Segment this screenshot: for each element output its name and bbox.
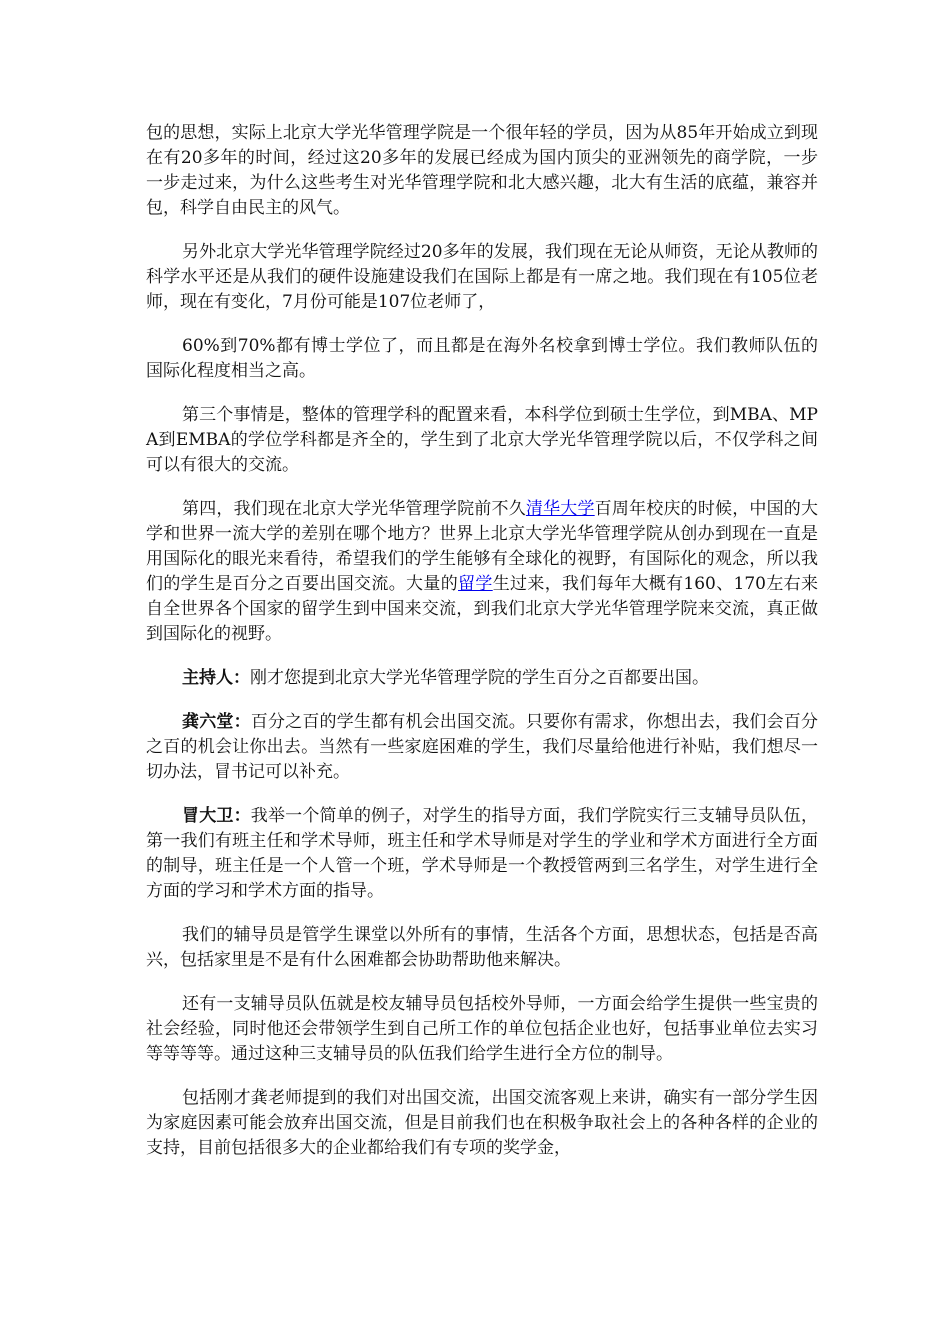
paragraph-text: 还有一支辅导员队伍就是校友辅导员包括校外导师，一方面会给学生提供一些宝贵的社会经验，同时他还会带领学生到自己所工作的单位包括企业也好，包括事业单位去实习等等等等。通过这种三支辅导员的队伍我们给学生进行全方位的制导。 [146,994,818,1064]
paragraph-text: 百周年校庆的时候，中国的大学和世界一流大学的差别在哪个地方？世界上北京大学光华管理学院从创办到现在一直是用国际化的眼光来看待，希望我们的学生能够有全球化的视野，有国际化的观念，所以我们的学生是百分之百要出国交流。大量的 [146,499,819,594]
paragraph [146,334,818,384]
paragraph-text: 60%到70%都有博士学位了，而且都是在海外名校拿到博士学位。我们教师队伍的国际化程度相当之高。 [146,336,818,381]
paragraph [146,992,818,1067]
paragraph [146,1086,818,1161]
paragraph [146,121,818,221]
inline-link[interactable]: 清华大学 [525,499,595,519]
paragraph-text: 我们的辅导员是管学生课堂以外所有的事情，生活各个方面，思想状态，包括是否高兴，包括家里是不是有什么困难都会协助帮助他来解决。 [146,925,818,970]
paragraph-text: 百分之百的学生都有机会出国交流。只要你有需求，你想出去，我们会百分之百的机会让你出去。当然有一些家庭困难的学生，我们尽量给他进行补贴，我们想尽一切办法，冒书记可以补充。 [146,712,819,782]
paragraph [146,666,818,691]
paragraph [146,923,818,973]
paragraph-text: 第四，我们现在北京大学光华管理学院前不久 [182,499,526,519]
speaker-label: 龚六堂： [182,712,251,732]
paragraph-text: 包括刚才龚老师提到的我们对出国交流，出国交流客观上来讲，确实有一部分学生因为家庭因素可能会放弃出国交流，但是目前我们也在积极争取社会上的各种各样的企业的支持，目前包括很多大的企业都给我们有专项的奖学金， [146,1088,818,1158]
paragraph-text: 另外北京大学光华管理学院经过20多年的发展，我们现在无论从师资，无论从教师的科学水平还是从我们的硬件设施建设我们在国际上都是有一席之地。我们现在有105位老师，现在有变化，7月份可能是107位老师了， [146,242,818,312]
paragraph-text: 生过来，我们每年大概有160、170左右来自全世界各个国家的留学生到中国来交流，到我们北京大学光华管理学院来交流，真正做到国际化的视野。 [146,574,818,644]
paragraph [146,710,818,785]
paragraph [146,497,818,647]
speaker-label: 主持人： [182,668,250,688]
paragraph [146,403,818,478]
document-body [146,121,818,1180]
paragraph [146,804,818,904]
speaker-label: 冒大卫： [182,806,251,826]
paragraph-text: 刚才您提到北京大学光华管理学院的学生百分之百都要出国。 [250,668,709,688]
inline-link[interactable]: 留学 [458,574,493,594]
paragraph [146,240,818,315]
paragraph-text: 第三个事情是，整体的管理学科的配置来看，本科学位到硕士生学位，到MBA、MPA到EMBA的学位学科都是齐全的，学生到了北京大学光华管理学院以后，不仅学科之间可以有很大的交流。 [146,405,818,475]
paragraph-text: 我举一个简单的例子，对学生的指导方面，我们学院实行三支辅导员队伍，第一我们有班主任和学术导师，班主任和学术导师是对学生的学业和学术方面进行全方面的制导，班主任是一个人管一个班，学术导师是一个教授管两到三名学生，对学生进行全方面的学习和学术方面的指导。 [146,806,819,901]
paragraph-text: 包的思想，实际上北京大学光华管理学院是一个很年轻的学员，因为从85年开始成立到现在有20多年的时间，经过这20多年的发展已经成为国内顶尖的亚洲领先的商学院，一步一步走过来，为什么这些考生对光华管理学院和北大感兴趣，北大有生活的底蕴，兼容并包，科学自由民主的风气。 [146,123,818,218]
